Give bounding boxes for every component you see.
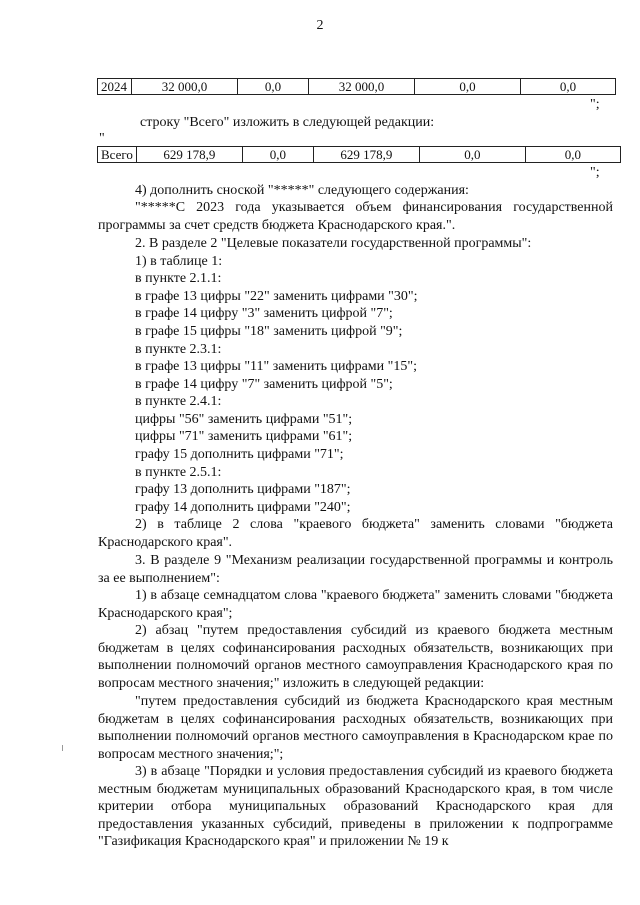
text-line: цифры "56" заменить цифрами "51"; (135, 412, 353, 427)
text-paragraph: 2) абзац "путем предоставления субсидий из краевого бюджета местным бюджетам в целях софинансирования расходных обязательств, возникающих при выполнении полномочий органов местного самоуправления Краснодарского края по вопросам местного значения;" изложить в следующей редакции: (98, 623, 613, 691)
extra-budget-cell: 0,0 (525, 147, 620, 163)
extra-budget-cell: 0,0 (521, 79, 616, 95)
text-paragraph: "путем предоставления субсидий из бюджета Краснодарского края местным бюджетам в целях софинансирования расходных обязательств, возникающих при выполнении полномочий органов местного самоуправления в Краснодарском крае по вопросам местного значения;"; (98, 694, 613, 762)
local-cell: 0,0 (419, 147, 525, 163)
total-cell: 32 000,0 (132, 79, 238, 95)
closing-quote: "; (590, 165, 600, 180)
table-row-total (97, 146, 621, 163)
text-line: в пункте 2.4.1: (135, 394, 222, 409)
opening-quote: " (99, 131, 105, 146)
text-paragraph: "*****С 2023 года указывается объем финансирования государственной программы за счет средств бюджета Краснодарского края.". (98, 200, 613, 233)
text-line: 1) в таблице 1: (135, 254, 223, 269)
text-paragraph: 3. В разделе 9 "Механизм реализации государственной программы и контроль за ее выполнением": (98, 553, 613, 586)
instruction-line: строку "Всего" изложить в следующей редакции: (140, 115, 435, 130)
total-cell: 629 178,9 (136, 147, 242, 163)
text-line: в пункте 2.3.1: (135, 342, 222, 357)
page-number: 2 (316, 18, 324, 33)
text-line: графу 13 дополнить цифрами "187"; (135, 482, 351, 497)
text-line: в графе 14 цифру "3" заменить цифрой "7"; (135, 306, 393, 321)
regional-cell: 32 000,0 (309, 79, 415, 95)
text-line: в графе 13 цифры "11" заменить цифрами "15"; (135, 359, 417, 374)
federal-cell: 0,0 (242, 147, 313, 163)
total-label-cell: Всего (98, 147, 137, 163)
text-line: в пункте 2.1.1: (135, 271, 222, 286)
text-paragraph: 3) в абзаце "Порядки и условия предоставления субсидий из краевого бюджета местным бюджетам муниципальных образований Краснодарского края, в том числе критерии отбора муниципальных образований Краснодарского края для предоставления указанных субсидий, приведены в приложении к подпрограмме "Газификация Краснодарского края" и приложении № 19 к (98, 764, 613, 850)
text-line: графу 15 дополнить цифрами "71"; (135, 447, 344, 462)
text-line: 4) дополнить сноской "*****" следующего содержания: (135, 183, 469, 198)
text-line: в пункте 2.5.1: (135, 465, 222, 480)
regional-cell: 629 178,9 (313, 147, 419, 163)
text-line: в графе 14 цифру "7" заменить цифрой "5"; (135, 377, 393, 392)
text-line: 2. В разделе 2 "Целевые показатели государственной программы": (135, 236, 532, 251)
text-line: в графе 15 цифры "18" заменить цифрой "9"; (135, 324, 403, 339)
text-line: графу 14 дополнить цифрами "240"; (135, 500, 351, 515)
text-paragraph: 2) в таблице 2 слова "краевого бюджета" заменить словами "бюджета Краснодарского края". (98, 517, 613, 550)
text-paragraph: 1) в абзаце семнадцатом слова "краевого бюджета" заменить словами "бюджета Краснодарского края"; (98, 588, 613, 621)
text-line: цифры "71" заменить цифрами "61"; (135, 429, 353, 444)
text-line: в графе 13 цифры "22" заменить цифрами "30"; (135, 289, 418, 304)
local-cell: 0,0 (415, 79, 521, 95)
scan-mark (62, 745, 63, 751)
year-cell: 2024 (98, 79, 132, 95)
federal-cell: 0,0 (238, 79, 309, 95)
closing-quote: "; (590, 97, 600, 112)
table-row-2024 (97, 78, 616, 95)
